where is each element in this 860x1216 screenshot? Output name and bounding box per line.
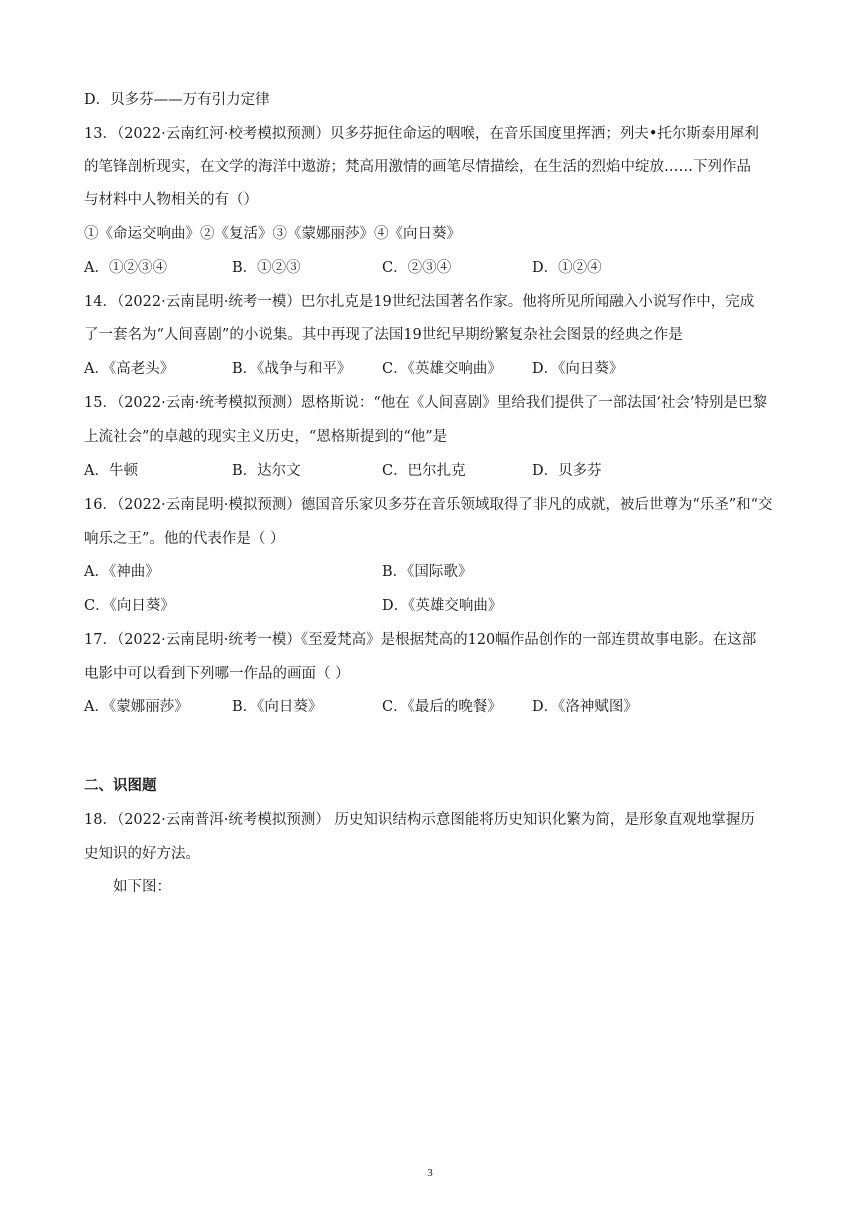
q12-option-d: D．贝多芬——万有引力定律: [84, 92, 270, 108]
q15-option-c: C．巴尔扎克: [382, 463, 466, 479]
q18-line-2: 史知识的好方法。: [84, 846, 200, 862]
q15-line-2: 上流社会”的卓越的现实主义历史，“恩格斯提到的“他”是: [84, 429, 448, 445]
q16-option-a: A．《神曲》: [84, 564, 160, 580]
q16-line-2: 响乐之王”。他的代表作是（ ）: [84, 531, 285, 547]
q16-option-b: B．《国际歌》: [382, 564, 473, 580]
q15-option-a: A．牛顿: [84, 463, 138, 479]
q18-line-1: 18．（2022·云南普洱·统考模拟预测） 历史知识结构示意图能将历史知识化繁为简，是形象直观地掌握历: [84, 812, 755, 828]
q17-option-a: A．《蒙娜丽莎》: [84, 699, 189, 715]
q13-option-a: A．①②③④: [84, 260, 167, 276]
q14-line-1: 14．（2022·云南昆明·统考一模）巴尔扎克是19世纪法国著名作家。他将所见所闻融入小说写作中，完成: [84, 294, 755, 310]
q13-line-2: 的笔锋剖析现实，在文学的海洋中遨游；梵高用激情的画笔尽情描绘，在生活的烈焰中绽放……下列作品: [84, 159, 751, 175]
q13-option-b: B．①②③: [232, 260, 301, 276]
q14-option-d: D．《向日葵》: [532, 361, 624, 377]
q18-note: 如下图：: [113, 879, 171, 895]
q17-line-1: 17．（2022·云南昆明·统考一模）《至爱梵高》是根据梵高的120幅作品创作的一部连贯故事电影。在这部: [84, 632, 757, 648]
q17-option-b: B．《向日葵》: [232, 699, 323, 715]
q13-line-1: 13．（2022·云南红河·校考模拟预测）贝多芬扼住命运的咽喉，在音乐国度里挥洒；列夫•托尔斯泰用犀利: [84, 126, 759, 142]
q15-option-d: D．贝多芬: [532, 463, 602, 479]
section-heading: 二、识图题: [84, 778, 157, 794]
q13-option-d: D．①②④: [532, 260, 602, 276]
q15-line-1: 15．（2022·云南·统考模拟预测）恩格斯说：“他在《人间喜剧》里给我们提供了一部法国‘社会’特别是巴黎: [84, 395, 767, 411]
q16-option-c: C．《向日葵》: [84, 598, 175, 614]
q16-line-1: 16．（2022·云南昆明·模拟预测）德国音乐家贝多芬在音乐领域取得了非凡的成就，被后世尊为“乐圣”和“交: [84, 497, 773, 513]
q14-line-2: 了一套名为“人间喜剧”的小说集。其中再现了法国19世纪早期纷繁复杂社会图景的经典之作是: [84, 327, 683, 343]
q17-option-c: C．《最后的晚餐》: [382, 699, 502, 715]
q14-option-a: A．《高老头》: [84, 361, 175, 377]
q13-line-4: ①《命运交响曲》②《复活》③《蒙娜丽莎》④《向日葵》: [84, 226, 461, 242]
page-number: 3: [427, 1167, 433, 1179]
q17-line-2: 电影中可以看到下列哪一作品的画面（ ）: [84, 666, 350, 682]
q13-option-c: C．②③④: [382, 260, 452, 276]
q17-option-d: D．《洛神赋图》: [532, 699, 638, 715]
q16-option-d: D．《英雄交响曲》: [382, 598, 503, 614]
q13-line-3: 与材料中人物相关的有（）: [84, 192, 258, 208]
q15-option-b: B．达尔文: [232, 463, 301, 479]
q14-option-b: B．《战争与和平》: [232, 361, 352, 377]
q14-option-c: C．《英雄交响曲》: [382, 361, 502, 377]
